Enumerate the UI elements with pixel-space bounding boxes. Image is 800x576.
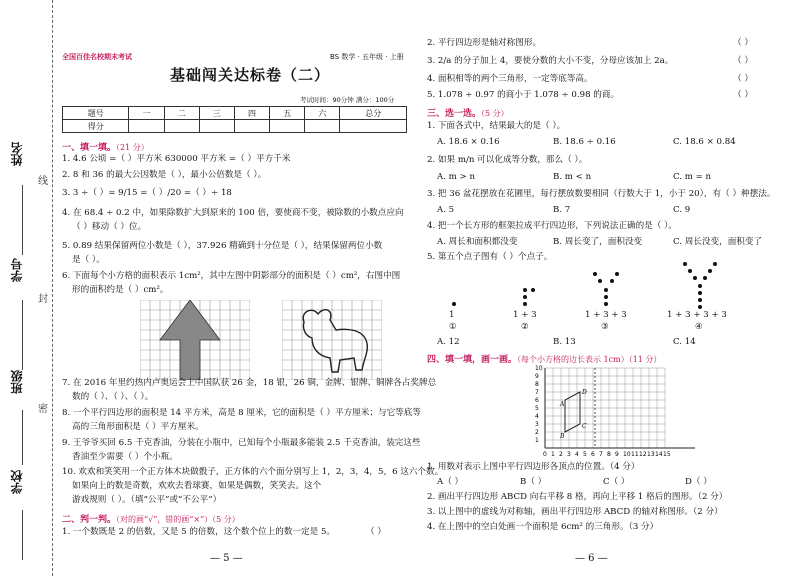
x-tick-label: 1	[551, 451, 555, 458]
score-cell: 四	[234, 107, 269, 120]
dot-num-3: ③	[601, 322, 609, 332]
choice-3-option-c[interactable]: C. 9	[673, 205, 691, 215]
question-4-line-2: （ ）移动（ ）位。	[72, 222, 147, 232]
grid-task-1-a[interactable]: A（ ）	[437, 477, 464, 487]
x-tick-label: 4	[575, 451, 579, 458]
id-line	[22, 300, 23, 370]
x-tick-label: 3	[567, 451, 571, 458]
score-cell[interactable]	[129, 120, 164, 133]
x-tick-label: 8	[607, 451, 611, 458]
class-label: 班级	[10, 370, 24, 394]
dot	[615, 272, 619, 276]
grid-task-4: 4. 在上图中的空白处画一个面积是 6cm² 的三角形。（3 分）	[427, 522, 659, 532]
judge-3-answer[interactable]: （ ）	[733, 56, 753, 66]
section-title-text: 三、选一选。	[427, 109, 482, 119]
grid-task-2: 2. 画出平行四边形 ABCD 向右平移 8 格，再向上平移 1 格后的图形。（2 分）	[427, 492, 728, 502]
score-cell: 三	[199, 107, 234, 120]
choice-2: 2. 如果 m/n 可以化成等分数，那么（ ）。	[427, 155, 588, 165]
binding-strip	[0, 0, 53, 576]
x-tick-label: 2	[559, 451, 563, 458]
question-7-line-2: 数的（ ）、（ ）、（ ）。	[72, 392, 154, 402]
class-line	[22, 410, 23, 465]
choice-5: 5. 第五个点子图有（ ）个点子。	[427, 252, 553, 262]
x-tick-label: 11	[631, 451, 639, 458]
score-value-row	[63, 120, 407, 133]
question-5-line-2: 是（ ）。	[72, 255, 105, 265]
y-tick-label: 5	[535, 405, 539, 412]
judge-5: 5. 1.078 ÷ 0.97 的商小于 1.078 ÷ 0.98 的商。	[427, 90, 620, 100]
x-tick-label: 6	[591, 451, 595, 458]
x-tick-label: 15	[663, 451, 671, 458]
dot-label-1: 1	[449, 310, 455, 320]
header-red: 全国百佳名校期末考试	[62, 53, 132, 61]
score-cell[interactable]	[340, 120, 407, 133]
question-6-line-2: 形的面积约是（ ）cm²。	[72, 285, 169, 295]
choice-4: 4. 把一个长方形的框架拉成平行四边形，下列说法正确的是（ ）。	[427, 221, 677, 231]
score-cell[interactable]	[234, 120, 269, 133]
dot	[698, 291, 702, 295]
score-cell: 六	[305, 107, 340, 120]
section-2-title	[62, 512, 240, 525]
goat-figure	[282, 300, 382, 380]
x-tick-label: 0	[543, 451, 547, 458]
section-1-title	[62, 140, 149, 153]
dot-num-1: ①	[449, 322, 457, 332]
student-id-label: 学号	[10, 258, 24, 282]
parallelogram-abcd	[565, 392, 580, 432]
score-cell: 五	[270, 107, 305, 120]
score-cell: 得分	[63, 120, 129, 133]
question-10-line-1: 10. 欢欢和笑笑用一个正方体木块做骰子，正方体的六个面分别写上 1，2，3，4，5，6 这六个数。	[62, 467, 444, 477]
judge-4-answer[interactable]: （ ）	[733, 74, 753, 84]
dot	[531, 288, 535, 292]
dot	[604, 302, 608, 306]
section-3-title	[427, 106, 509, 119]
goat-outline	[303, 310, 367, 372]
name-label: 姓名	[10, 142, 24, 166]
question-7-line-1: 7. 在 2016 年里约热内卢奥运会上中国队获 26 金，18 银，26 铜，金牌、银牌、铜牌各占奖牌总	[62, 378, 437, 388]
y-tick-label: 10	[535, 365, 543, 372]
dot	[604, 295, 608, 299]
choice-5-option-c[interactable]: C. 14	[673, 337, 696, 347]
choice-1-option-a[interactable]: A. 18.6 × 0.16	[437, 137, 500, 147]
score-cell[interactable]	[270, 120, 305, 133]
section-note: （对的画“√”，错的画“×”）（5 分）	[116, 515, 240, 524]
choice-4-option-b[interactable]: B. 周长变了，面积没变	[553, 237, 643, 247]
judge-1: 1. 一个数既是 2 的倍数，又是 5 的倍数，这个数个位上的数一定是 5。	[62, 527, 336, 537]
dot	[523, 302, 527, 306]
judge-2-answer[interactable]: （ ）	[733, 38, 753, 48]
question-6-line-1: 6. 下面每个小方格的面积表示 1cm²，其中左图中阴影部分的面积是（ ）cm²，右图中图	[62, 271, 401, 281]
dot	[703, 276, 707, 280]
question-5-line-1: 5. 0.89 结果保留两位小数是（ ），37.926 精确到十分位是（ ），结果保留两位小数	[62, 241, 383, 251]
score-cell[interactable]	[305, 120, 340, 133]
dot	[698, 305, 702, 309]
section-title-text: 四、填一填，画一画。	[427, 355, 518, 365]
score-cell: 二	[164, 107, 199, 120]
question-9-line-2: 香油至少需要（ ）个小瓶。	[72, 452, 178, 462]
point-d-label: D	[582, 389, 587, 396]
x-tick-label: 9	[615, 451, 619, 458]
question-2: 2. 8 和 36 的最大公因数是（ ），最小公倍数是（ ）。	[62, 170, 267, 180]
point-a-label: A	[560, 401, 565, 408]
page-number-left: — 5 —	[210, 553, 243, 564]
choice-1-option-b[interactable]: B. 18.6 ÷ 0.16	[553, 137, 616, 147]
exam-info: 考试时间：90分钟 满分：100分	[300, 96, 395, 104]
y-tick-label: 1	[535, 437, 539, 444]
y-tick-label: 6	[535, 397, 539, 404]
score-cell: 题号	[63, 107, 129, 120]
dot	[523, 288, 527, 292]
dot-num-2: ②	[521, 322, 529, 332]
choice-4-option-a[interactable]: A. 周长和面积都没变	[437, 237, 518, 247]
point-b-label: B	[560, 433, 565, 440]
school-label: 学校	[10, 470, 24, 494]
point-c-label: C	[582, 423, 587, 430]
x-tick-label: 13	[647, 451, 655, 458]
score-table	[62, 106, 407, 133]
question-3: 3. 3 ÷（ ）= 9/15 =（ ）/20 =（ ）÷ 18	[62, 188, 232, 198]
choice-2-option-a[interactable]: A. m > n	[437, 172, 476, 182]
dot-num-4: ④	[695, 322, 703, 332]
x-tick-label: 5	[583, 451, 587, 458]
choice-3-option-b[interactable]: B. 7	[553, 205, 571, 215]
grid-task-1-b[interactable]: B（ ）	[520, 477, 547, 487]
dot	[523, 295, 527, 299]
judge-2: 2. 平行四边形是轴对称图形。	[427, 38, 542, 48]
mark-line: 线	[38, 172, 48, 187]
dot	[713, 262, 717, 266]
grid-task-1: 1. 用数对表示上图中平行四边形各顶点的位置。（4 分）	[427, 462, 640, 472]
question-9-line-1: 9. 王爷爷买回 6.5 千克香油，分装在小瓶中，已知每个小瓶最多能装 2.5 千克香油，装完这些	[62, 438, 421, 448]
y-tick-label: 3	[535, 421, 539, 428]
score-cell[interactable]	[164, 120, 199, 133]
dot	[598, 279, 602, 283]
choice-1-option-c[interactable]: C. 18.6 × 0.84	[673, 137, 736, 147]
school-line	[22, 510, 23, 560]
dot	[693, 276, 697, 280]
page-number-right: — 6 —	[575, 553, 608, 564]
y-tick-label: 7	[535, 389, 539, 396]
name-line	[22, 185, 23, 255]
question-10-line-2: 如果向上的数是奇数，欢欢去看球赛，如果是偶数，笑笑去。这个	[72, 481, 322, 491]
x-tick-label: 14	[655, 451, 663, 458]
judge-4: 4. 面积相等的两个三角形，一定等底等高。	[427, 74, 593, 84]
y-tick-label: 8	[535, 381, 539, 388]
score-cell: 一	[129, 107, 164, 120]
grid-task-3: 3. 以上图中的虚线为对称轴，画出平行四边形 ABCD 的轴对称图形。（2 分）	[427, 507, 723, 517]
choice-2-option-b[interactable]: B. m < n	[553, 172, 592, 182]
choice-5-option-b[interactable]: B. 13	[553, 337, 576, 347]
dot	[610, 279, 614, 283]
dot	[604, 288, 608, 292]
dot	[698, 298, 702, 302]
section-note: （每个小方格的边长表示 1cm）（11 分）	[517, 355, 662, 364]
mark-secret: 密	[38, 400, 48, 415]
question-8-line-2: 高的三角形面积是（ ）平方厘米。	[72, 422, 204, 432]
y-tick-label: 9	[535, 373, 539, 380]
mark-seal: 封	[38, 290, 48, 305]
dot	[688, 269, 692, 273]
x-tick-label: 7	[599, 451, 603, 458]
dot	[452, 302, 456, 306]
dot-label-4: 1 + 3 + 3 + 3	[667, 310, 727, 320]
choice-4-option-c[interactable]: C. 周长没变，面积变了	[673, 237, 763, 247]
dot-label-2: 1 + 3	[513, 310, 537, 320]
section-title-text: 二、判一判。	[62, 515, 117, 525]
dot	[708, 269, 712, 273]
grid-task-1-c[interactable]: C（ ）	[603, 477, 630, 487]
shaded-shape-figure	[140, 300, 250, 380]
dot	[698, 284, 702, 288]
page-title: 基础闯关达标卷（二）	[170, 66, 331, 84]
question-10-line-3: 游戏规则（ ）。（填“公平”或“不公平”）	[72, 495, 222, 505]
section-note: （21 分）	[116, 143, 149, 152]
shaded-polygon	[160, 300, 220, 380]
y-tick-label: 4	[535, 413, 539, 420]
x-tick-label: 12	[639, 451, 647, 458]
y-tick-label: 2	[535, 429, 539, 436]
section-title-text: 一、填一填。	[62, 143, 117, 153]
score-header-row	[63, 107, 407, 120]
grid-task-1-d[interactable]: D（ ）	[685, 477, 712, 487]
coordinate-grid	[533, 364, 703, 460]
dot	[593, 272, 597, 276]
score-cell: 总分	[340, 107, 407, 120]
section-note: （5 分）	[481, 109, 509, 118]
choice-1: 1. 下面各式中，结果最大的是（ ）。	[427, 121, 566, 131]
choice-3-option-a[interactable]: A. 5	[437, 205, 455, 215]
dot-label-3: 1 + 3 + 3	[585, 310, 627, 320]
choice-3: 3. 把 36 盆花摆放在花圃里，每行摆放数要相同（行数大于 1，小于 20），有（ ）种摆法。	[427, 189, 776, 199]
question-8-line-1: 8. 一个平行四边形的面积是 14 平方米，高是 8 厘米，它的面积是（ ）平方厘米；与它等底等	[62, 408, 421, 418]
x-tick-label: 10	[623, 451, 631, 458]
judge-1-answer[interactable]: （ ）	[366, 527, 386, 537]
judge-5-answer[interactable]: （ ）	[733, 90, 753, 100]
judge-3: 3. 2/a 的分子加上 4，要使分数的大小不变，分母应该加上 2a。	[427, 56, 674, 66]
header-right: BS 数学 · 五年级 · 上册	[330, 53, 404, 61]
question-4-line-1: 4. 在 68.4 ÷ 0.2 中，如果除数扩大到原来的 100 倍，要使商不变，被除数的小数点应向	[62, 208, 404, 218]
score-cell[interactable]	[199, 120, 234, 133]
question-1: 1. 4.6 公顷 =（ ）平方米 630000 平方米 =（ ）平方千米	[62, 154, 291, 164]
dot	[683, 262, 687, 266]
choice-5-option-a[interactable]: A. 12	[437, 337, 460, 347]
choice-2-option-c[interactable]: C. m = n	[673, 172, 712, 182]
